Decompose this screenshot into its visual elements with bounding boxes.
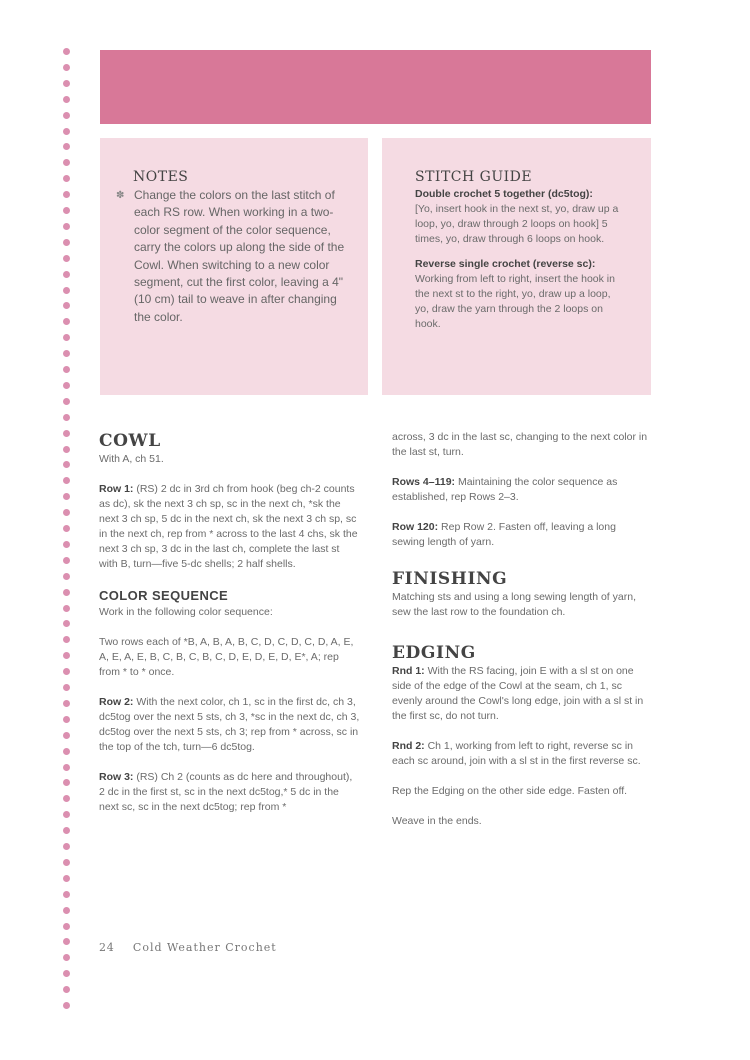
binding-dot (63, 143, 70, 150)
binding-dot (63, 446, 70, 453)
binding-dot (63, 207, 70, 214)
round-label: Rnd 1: (392, 665, 425, 677)
header-banner (100, 50, 651, 124)
binding-dot (63, 716, 70, 723)
row-label: Row 1: (99, 483, 134, 495)
rows4-119-instruction (392, 475, 648, 505)
stitch-definition: [Yo, insert hook in the next st, yo, draw up a loop, yo, draw through 2 loops on hook] 5 times, yo, draw through 6 loops on hook. (415, 203, 619, 245)
right-column (392, 430, 648, 829)
binding-dot (63, 589, 70, 596)
binding-dot (63, 318, 70, 325)
binding-dot (63, 907, 70, 914)
binding-dot (63, 668, 70, 675)
binding-dot (63, 382, 70, 389)
stitch-definition: Working from left to right, insert the hook in the next st to the right, yo, draw up a loop, yo, draw the yarn through the 2 loops on hook. (415, 273, 615, 330)
binding-dot (63, 732, 70, 739)
row-label: Row 3: (99, 771, 134, 783)
binding-dots (63, 48, 71, 1008)
binding-dot (63, 891, 70, 898)
finishing-heading: FINISHING (392, 569, 508, 589)
notes-list (116, 187, 356, 326)
binding-dot (63, 970, 70, 977)
flower-bullet-icon: ✽ (116, 190, 125, 201)
binding-dot (63, 811, 70, 818)
binding-dot (63, 636, 70, 643)
row-text: (RS) Ch 2 (counts as dc here and throughout), 2 dc in the first st, sc in the next dc5tog,* 5 dc in the next sc, sc in the next dc5tog; rep from * (99, 771, 353, 813)
binding-dot (63, 414, 70, 421)
binding-dot (63, 366, 70, 373)
binding-dot (63, 509, 70, 516)
row-text: (RS) 2 dc in 3rd ch from hook (beg ch-2 counts as dc), sk the next 3 ch sp, sc in the next ch, *sk the next 3 ch sp, 5 dc in the next ch, sk the next 3 ch sp, sc in the next ch, rep from * across to the last 4 chs, sk the next 3 ch sp, 3 dc in the last ch, complete the last st with B, turn—five 5-dc shells; 2 half shells. (99, 483, 358, 570)
binding-dot (63, 80, 70, 87)
binding-dot (63, 843, 70, 850)
weave-ends: Weave in the ends. (392, 815, 482, 827)
row2-instruction (99, 695, 361, 755)
left-column (99, 430, 361, 815)
binding-dot (63, 64, 70, 71)
binding-dot (63, 827, 70, 834)
row-label: Row 120: (392, 521, 439, 533)
color-sequence-heading: COLOR SEQUENCE (99, 588, 229, 603)
edging-repeat: Rep the Edging on the other side edge. Fasten off. (392, 785, 628, 797)
binding-dot (63, 986, 70, 993)
binding-dot (63, 350, 70, 357)
row-label: Rows 4–119: (392, 476, 456, 488)
binding-dot (63, 461, 70, 468)
binding-dot (63, 557, 70, 564)
edging-heading: EDGING (392, 643, 476, 663)
binding-dot (63, 191, 70, 198)
page-footer (99, 941, 277, 954)
round-text: With the RS facing, join E with a sl st on one side of the edge of the Cowl at the seam, ch 1, sc evenly around the Cowl's long edge, join with a sl st in the first sc, do not turn. (392, 665, 644, 722)
binding-dot (63, 239, 70, 246)
binding-dot (63, 938, 70, 945)
binding-dot (63, 573, 70, 580)
binding-dot (63, 398, 70, 405)
cowl-heading: COWL (99, 431, 161, 451)
binding-dot (63, 477, 70, 484)
binding-dot (63, 620, 70, 627)
rnd2-instruction (392, 739, 648, 769)
round-text: Ch 1, working from left to right, reverse sc in each sc around, join with a sl st in the first reverse sc. (392, 740, 641, 767)
row3-continued: across, 3 dc in the last sc, changing to the next color in the last st, turn. (392, 431, 648, 458)
binding-dot (63, 271, 70, 278)
binding-dot (63, 302, 70, 309)
binding-dot (63, 525, 70, 532)
binding-dot (63, 923, 70, 930)
color-sequence-intro: Work in the following color sequence: (99, 606, 273, 618)
finishing-text: Matching sts and using a long sewing length of yarn, sew the last row to the foundation ch. (392, 591, 636, 618)
cowl-intro: With A, ch 51. (99, 453, 164, 465)
binding-dot (63, 652, 70, 659)
binding-dot (63, 430, 70, 437)
round-label: Rnd 2: (392, 740, 425, 752)
binding-dot (63, 255, 70, 262)
row3-instruction (99, 770, 361, 815)
binding-dot (63, 700, 70, 707)
binding-dot (63, 1002, 70, 1009)
row1-instruction (99, 482, 361, 572)
binding-dot (63, 684, 70, 691)
row-text: Maintaining the color sequence as established, rep Rows 2–3. (392, 476, 618, 503)
rnd1-instruction (392, 664, 648, 724)
binding-dot (63, 159, 70, 166)
binding-dot (63, 112, 70, 119)
binding-dot (63, 334, 70, 341)
row-text: With the next color, ch 1, sc in the first dc, ch 3, dc5tog over the next 5 sts, ch 3, *sc in the next dc, ch 3, dc5tog over the next 5 sts, ch 3; rep from * across, sc in the top of the tch, turn—6 dc5tog. (99, 696, 360, 753)
page-number: 24 (99, 941, 115, 954)
binding-dot (63, 96, 70, 103)
row-text: Rep Row 2. Fasten off, leaving a long sewing length of yarn. (392, 521, 616, 548)
note-text: Change the colors on the last stitch of each RS row. When working in a two-color segment of the color sequence, carry the colors up along the side of the Cowl. When switching to a new color segment, cut the first color, leaving a 4" (10 cm) tail to weave in after changing the color. (134, 188, 345, 324)
binding-dot (63, 748, 70, 755)
notes-box (100, 138, 368, 395)
binding-dot (63, 541, 70, 548)
stitch-term: Double crochet 5 together (dc5tog): (415, 188, 593, 200)
stitch-term: Reverse single crochet (reverse sc): (415, 258, 596, 270)
binding-dot (63, 223, 70, 230)
binding-dot (63, 128, 70, 135)
binding-dot (63, 287, 70, 294)
notes-heading: NOTES (133, 169, 189, 185)
binding-dot (63, 795, 70, 802)
binding-dot (63, 764, 70, 771)
binding-dot (63, 779, 70, 786)
book-title: Cold Weather Crochet (132, 941, 277, 954)
stitch-guide-list (415, 187, 627, 342)
binding-dot (63, 493, 70, 500)
stitch-guide-box (382, 138, 651, 395)
row-label: Row 2: (99, 696, 134, 708)
note-item (116, 187, 356, 326)
color-sequence-text: Two rows each of *B, A, B, A, B, C, D, C, D, C, D, A, E, A, E, A, E, B, C, B, C, B, C, D, E, D, E, D, E*, A; rep from * to * once. (99, 636, 354, 678)
binding-dot (63, 48, 70, 55)
stitch-guide-heading: STITCH GUIDE (415, 169, 533, 185)
binding-dot (63, 605, 70, 612)
binding-dot (63, 875, 70, 882)
binding-dot (63, 954, 70, 961)
binding-dot (63, 859, 70, 866)
row120-instruction (392, 520, 648, 550)
binding-dot (63, 175, 70, 182)
